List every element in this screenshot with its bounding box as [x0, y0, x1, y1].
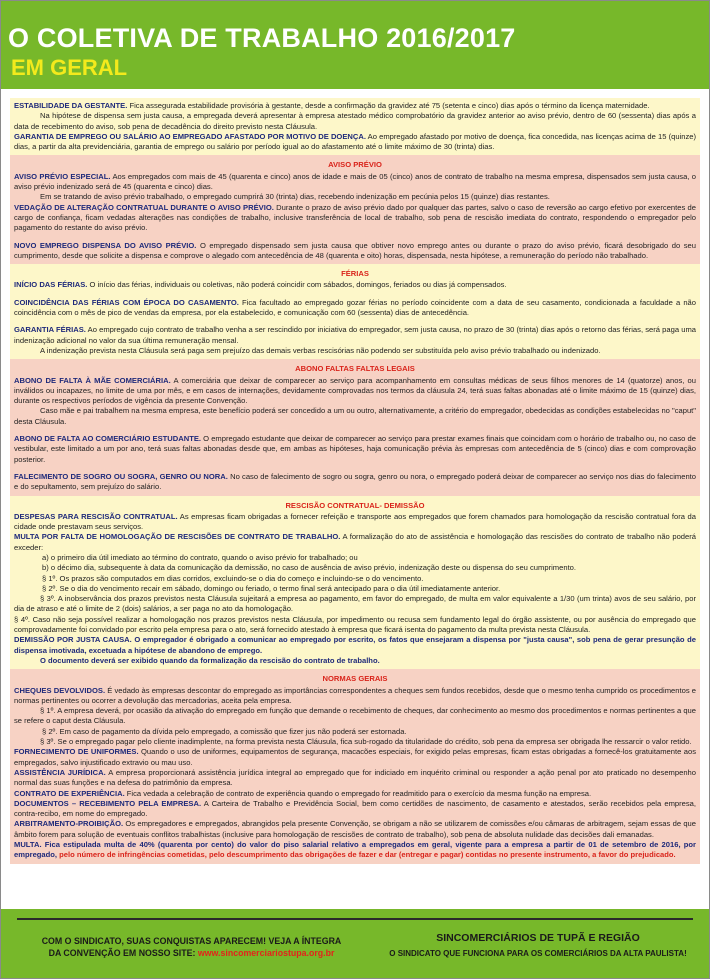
clause-estudante — [14, 434, 696, 465]
clause-heading: DOCUMENTOS – RECEBIMENTO PELA EMPRESA. — [14, 798, 202, 808]
clause-heading: VEDAÇÃO DE ALTERAÇÃO CONTRATUAL DURANTE O AVISO PRÉVIO. — [14, 202, 274, 212]
clause-justa-causa — [14, 635, 696, 656]
clause-heading: COINCIDÊNCIA DAS FÉRIAS COM ÉPOCA DO CASAMENTO. — [14, 297, 239, 307]
clause-heading: DESPESAS PARA RESCISÃO CONTRATUAL. — [14, 511, 178, 521]
clause-text: A formalização do ato de assistência e homologação das rescisões do contrato de trabalho não poderá exceder: — [14, 532, 696, 552]
clause-experiencia — [14, 789, 696, 799]
clause-text: O início das férias, individuais ou coletivas, não poderá coincidir com sábados, domingos, feriados ou dias já compensados. — [87, 280, 507, 290]
clause-falecimento — [14, 472, 696, 493]
clause-heading: CONTRATO DE EXPERIÊNCIA. — [14, 788, 125, 798]
clause-text: A comerciária que deixar de comparecer ao serviço para acompanhamento em consultas médicas de seus filhos menores de 14 (quatorze) anos, ou inválidos ou incapazes, no limite de uma por mês, e em casos de internações, devidamente comprovadas nos termos da cláusula 24, terá suas faltas abonadas até o limite máximo de 15 (quinze) dias, durante os respectivos períodos de vigência da presente Convenção. — [14, 375, 696, 406]
clause-novo-emprego — [14, 241, 696, 262]
clause-heading: DEMISSÃO POR JUSTA CAUSA. — [14, 635, 132, 645]
clause-text: Fica facultado ao empregado gozar férias no período coincidente com a data de seu casamento, condicionada a faculdade a não coincidência com o mês de pico de vendas da empresa, por ela estabelecido, e comunicação com 60 (sessenta) dias de antecedência. — [14, 297, 696, 318]
header-banner — [1, 1, 709, 89]
clause-text: Fica assegurada estabilidade provisória à gestante, desde a confirmação da gravidez até 75 (setenta e cinco) dias após o término da licença maternidade. — [127, 101, 650, 110]
clause-paragraph: Na hipótese de dispensa sem justa causa, a empregada deverá apresentar à empresa atestado médico comprobatório da gravidez anterior ao aviso prévio, dentro de 60 (sessenta) dias após a data de recebimento do aviso, sob pena de decadência do direito previsto nesta Cláusula. — [14, 111, 696, 131]
section-rescisao — [10, 496, 700, 670]
clause-multa — [14, 840, 696, 861]
union-name: SINCOMERCIÁRIOS DE TUPÃ E REGIÃO — [436, 932, 640, 944]
footer-divider — [17, 918, 693, 920]
footer-cta-text: DA CONVENÇÃO EM NOSSO SITE: — [48, 948, 198, 958]
clause-text: Os empregadores e empregados, abrangidos pela presente Convenção, se obrigam a não se utilizarem de comissões e/ou câmaras de arbitragem, sejam essas de que âmbito forem para solução de eventuais conflitos trabalhistas (inclusive para homologação de rescisões de contrato de trabalho), sob pena de absoluta nulidade das decisões dali emanadas. — [14, 819, 696, 839]
clause-heading: AVISO PRÉVIO ESPECIAL. — [14, 171, 111, 181]
clause-text-highlight: pelo número de infringências cometidas, pelo descumprimento das obrigações de fazer e dar (entregar e pagar) contidas no presente instrumento, a favor do prejudicado. — [57, 850, 676, 860]
document-body — [10, 98, 700, 864]
clause-text: O empregado dispensado sem justa causa que obtiver novo emprego antes ou durante o prazo do aviso prévio, ficará desobrigado do seu cumprimento, desde que solicite a dispensa e comprove o alegado com antecedência de 48 (quarenta e oito) horas, dispensada, nesta hipótese, a remuneração do período não trabalhado. — [14, 240, 697, 260]
clause-heading: ARBITRAMENTO-PROIBIÇÃO. — [14, 819, 124, 829]
union-slogan: O SINDICATO QUE FUNCIONA PARA OS COMERCIÁRIOS DA ALTA PAULISTA! — [389, 949, 687, 958]
section-abono-faltas — [10, 359, 700, 495]
clause-paragraph: Caso mãe e pai trabalhem na mesma empresa, este benefício poderá ser concedido a um ou outro, alternativamente, a critério do empregador, obedecidas as condições estabelecidas no "caput" desta Cláusula. — [14, 406, 696, 426]
section-estabilidade — [10, 98, 700, 155]
clause-text: A Carteira de Trabalho e Previdência Social, bem como certidões de nascimento, de casamento e atestados, serão recebidos pela empresa, contra-recibo, em nome do empregado. — [14, 798, 696, 819]
clause-heading: GARANTIA FÉRIAS. — [14, 325, 86, 335]
clause-heading: INÍCIO DAS FÉRIAS. — [14, 280, 88, 290]
page-subtitle: EM GERAL — [11, 55, 128, 80]
clause-paragraph: § 4º. Caso não seja possível realizar a homologação nos prazos previstos nesta Cláusula, por impedimento ou recusa sem fundamento legal do órgão assistente, ou por ausência do empregado que comprovadamente foi convidado por escrito pela empresa para o ato, será fornecido atestado à empresa que ficará isenta do pagamento da multa prevista nesta Cláusula. — [14, 614, 696, 635]
clause-paragraph: Em se tratando de aviso prévio trabalhado, o empregado cumprirá 30 (trinta) dias, recebendo indenização em pecúnia pelos 15 (quinze) dias restantes. — [40, 192, 550, 202]
clause-text: Aos empregados com mais de 45 (quarenta e cinco) anos de idade e mais de 05 (cinco) anos de contrato de trabalho na mesma empresa, dispensados sem justa causa, o aviso prévio indenizado será de 45 (quarenta e cinco) dias. — [14, 171, 696, 192]
clause-heading: ABONO DE FALTA AO COMERCIÁRIO ESTUDANTE. — [14, 434, 202, 444]
clause-aviso-especial — [14, 172, 696, 193]
clause-paragraph: § 2º. Em caso de pagamento da dívida pelo empregado, a comissão que fizer jus não poderá ser estornada. — [42, 726, 407, 736]
clause-heading: ESTABILIDADE DA GESTANTE. — [14, 101, 128, 110]
section-title: RESCISÃO CONTRATUAL- DEMISSÃO — [285, 500, 425, 510]
clause-paragraph: § 3º. Se o empregado pagar pelo cliente inadimplente, na forma prevista nesta Cláusula, fica sub-rogado da titularidade do crédito, sob pena da empresa ser obrigada lhe ressarcir o valor retido. — [40, 737, 692, 747]
clause-text: Ao empregado cujo contrato de trabalho venha a ser rescindido por iniciativa do empregador, sem justa causa, no prazo de 30 (trinta) dias após o retorno das férias, será paga uma indenização adicional no valor da sua última remuneração mensal. — [14, 325, 697, 345]
section-title: FÉRIAS — [341, 269, 369, 279]
clause-paragraph: A indenização prevista nesta Cláusula será paga sem prejuízo das demais verbas rescisórias não podendo ser substituída pelo aviso prévio trabalhado ou indenizado. — [40, 345, 601, 355]
clause-item: a) o primeiro dia útil imediato ao término do contrato, quando o aviso prévio for trabalhado; ou — [42, 552, 358, 562]
section-title: NORMAS GERAIS — [322, 674, 388, 684]
clause-vedacao — [14, 203, 696, 234]
footer-right — [373, 931, 703, 960]
clause-text: Fica estipulada multa de 40% (quarenta por cento) do valor do piso salarial relativo a empregados em geral, vigente para a empresa a partir de 01 de setembro de 2016, por empregado, — [14, 840, 696, 860]
clause-cheques — [14, 686, 696, 707]
section-normas-gerais — [10, 669, 700, 863]
clause-heading: MULTA. — [14, 840, 42, 849]
footer-cta-line1: COM O SINDICATO, SUAS CONQUISTAS APARECEM! VEJA A ÍNTEGRA — [41, 936, 342, 946]
clause-text: Quando o uso de uniformes, equipamentos de segurança, macacões especiais, for exigido pelas empresas, ficam estas obrigadas a fornecê-los gratuitamente aos empregados, salvo injustificado extravio ou mau uso. — [14, 747, 696, 767]
page-title: O COLETIVA DE TRABALHO 2016/2017 — [8, 23, 516, 53]
section-title: AVISO PRÉVIO — [328, 160, 382, 170]
clause-documentos — [14, 799, 696, 820]
clause-text: É vedado às empresas descontar do empregado as importâncias correspondentes a cheques sem fundos recebidos, desde que o mesmo tenha cumprido os procedimentos e normas pertinentes ou ocorrer a devolução das mercadorias, aceita pela empresa. — [14, 685, 697, 705]
clause-paragraph: § 2º. Se o dia do vencimento recair em sábado, domingo ou feriado, o termo final será antecipado para o dia útil imediatamente anterior. — [42, 583, 501, 593]
clause-text: No caso de falecimento de sogro ou sogra, genro ou nora, o empregado poderá deixar de comparecer ao serviço nos dias do falecimento e do sepultamento, sem prejuízo do salário. — [14, 471, 697, 492]
section-ferias — [10, 264, 700, 359]
clause-paragraph: § 3º. A inobservância dos prazos previstos nesta Cláusula sujeitará a empresa ao pagamento, em favor do empregado, de multa em valor equivalente a 1/30 (um trinta) avos de seu salário, por dia de atraso e até o limite de 2 (dois) salários, a ser paga no ato da homologação. — [14, 594, 696, 614]
clause-heading: FORNECIMENTO DE UNIFORMES. — [14, 747, 139, 757]
clause-mae-comerciaria — [14, 376, 696, 407]
clause-garantia-emprego — [14, 132, 696, 153]
clause-heading: NOVO EMPREGO DISPENSA DO AVISO PRÉVIO. — [14, 240, 197, 250]
clause-item: b) o décimo dia, subsequente à data da comunicação da demissão, no caso de ausência de aviso prévio, indenização deste ou dispensa do seu cumprimento. — [42, 563, 577, 573]
clause-heading: ASSISTÊNCIA JURÍDICA. — [14, 767, 106, 777]
clause-paragraph: § 1º. A empresa deverá, por ocasião da ativação do empregado em função que demande o recebimento de cheques, dar conhecimento ao mesmo dos procedimentos e normas pertinentes a que se refere o caput desta Cláusula. — [14, 706, 696, 726]
section-title: ABONO FALTAS FALTAS LEGAIS — [295, 364, 415, 374]
clause-text: As empresas ficam obrigadas a fornecer refeição e transporte aos empregados que forem chamados para homologação da rescisão contratual fora da cidade onde prestavam seus serviços. — [14, 511, 696, 532]
footer-cta-line2 — [19, 947, 364, 959]
clause-paragraph: O documento deverá ser exibido quando da formalização da rescisão do contrato de trabalho. — [40, 655, 380, 665]
clause-heading: MULTA POR FALTA DE HOMOLOGAÇÃO DE RESCISÕES DE CONTRATO DE TRABALHO. — [14, 532, 341, 542]
clause-uniformes — [14, 747, 696, 768]
clause-text: Fica vedada a celebração de contrato de experiência quando o empregado for readmitido para o exercício da mesma função na empresa. — [124, 788, 592, 798]
clause-heading: GARANTIA DE EMPREGO OU SALÁRIO AO EMPREGADO AFASTADO POR MOTIVO DE DOENÇA. — [14, 131, 366, 141]
clause-text: Ao empregado afastado por motivo de doença, fica concedida, nas licenças acima de 15 (quinze) dias, a partir da alta previdenciária, garantia de emprego ou salário por período igual ao do afastamento até o limite máximo de 30 (trinta) dias. — [14, 131, 696, 152]
clause-text: O empregador é obrigado a comunicar ao empregado por escrito, os fatos que ensejaram a dispensa por "justa causa", sob pena de gerar presunção de dispensa imotivada, excetuada a hipótese de abandono de emprego. — [14, 635, 696, 655]
section-aviso-previo — [10, 155, 700, 264]
clause-assistencia — [14, 768, 696, 789]
clause-text: O empregado estudante que deixar de comparecer ao serviço para prestar exames finais que coincidam com o horário de trabalho ou, no caso de vestibular, este limitado a um por ano, terá suas faltas abonadas desde que, em ambas as hipóteses, haja comunicação prévia às empresas com antecedência de 5 (cinco) dias e com comprovação posterior. — [14, 434, 696, 464]
clause-paragraph: § 1º. Os prazos são computados em dias corridos, excluindo-se o dia do começo e incluindo-se o do vencimento. — [42, 573, 424, 583]
clause-multa-homologacao — [14, 532, 696, 553]
clause-despesas — [14, 512, 696, 533]
clause-heading: FALECIMENTO DE SOGRO OU SOGRA, GENRO OU NORA. — [14, 471, 228, 481]
clause-arbitramento — [14, 819, 696, 840]
clause-garantia-ferias — [14, 325, 696, 346]
clause-inicio-ferias — [14, 280, 696, 290]
clause-heading: CHEQUES DEVOLVIDOS. — [14, 685, 106, 695]
footer-left — [19, 935, 364, 959]
clause-heading: ABONO DE FALTA À MÃE COMERCIÁRIA. — [14, 375, 171, 385]
footer-banner — [1, 909, 709, 979]
clause-text: Durante o prazo de aviso prévio dado por qualquer das partes, salvo o caso de reversão ao cargo efetivo por exercentes de cargo de confiança, ficam vedadas alterações nas condições de trabalho, inclusive transferência de local de trabalho, sob pena de rescisão imediata do contrato, respondendo o empregador pelo pagamento do restante do aviso prévio. — [14, 202, 696, 233]
website-link[interactable]: www.sincomerciariostupa.org.br — [197, 948, 335, 958]
clause-estabilidade — [14, 101, 696, 111]
clause-coincidencia — [14, 298, 696, 319]
clause-text: A empresa proporcionará assistência jurídica integral ao empregado que for indiciado em inquérito criminal ou responder a ação penal por ato praticado no desempenho normal das suas funções e na defesa do patrimônio da empresa. — [14, 767, 696, 788]
